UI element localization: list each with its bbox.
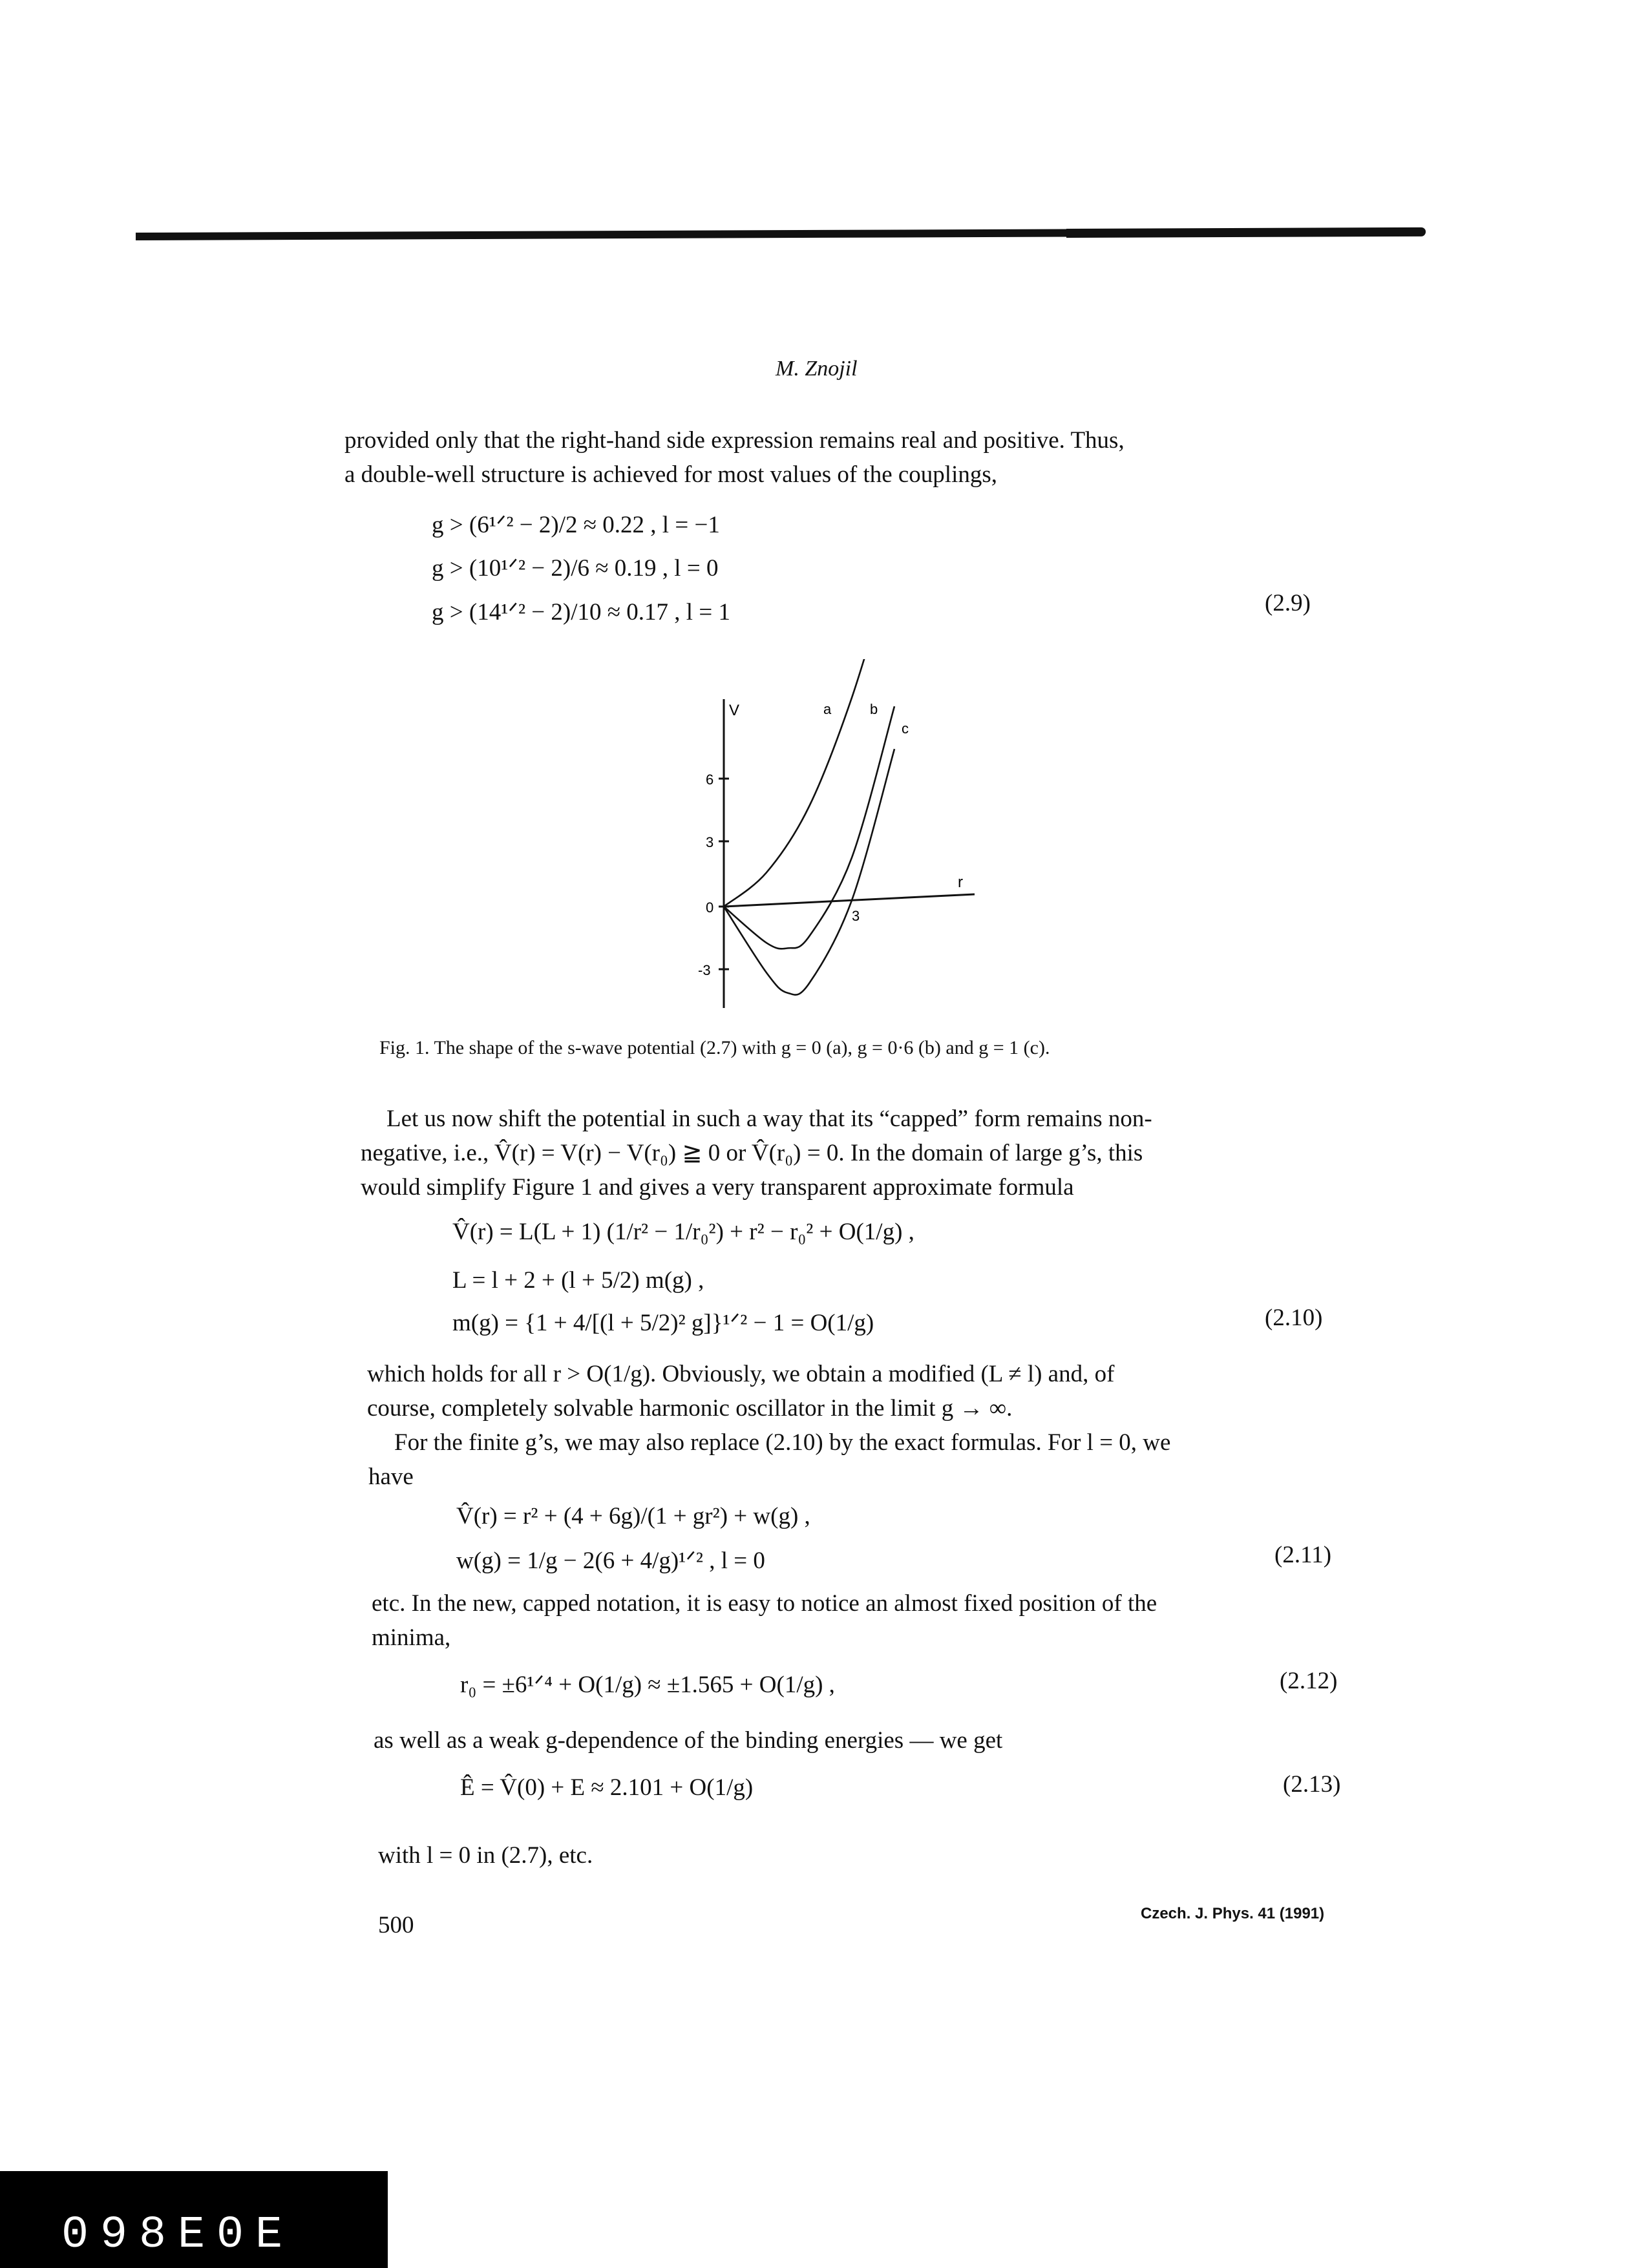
x-axis-label: r [958,874,963,891]
x-axis [724,894,975,907]
scan-stamp-code: 098E0E [61,2210,295,2261]
eq212-number: (2.12) [1280,1668,1338,1694]
para4-line1: For the finite g’s, we may also replace (2.10) by the exact formulas. For l = 0, we [394,1429,1171,1456]
para4-line2: have [368,1464,414,1490]
eq213-number: (2.13) [1283,1771,1341,1798]
para5-line2: minima, [372,1624,451,1651]
eq211-line2: w(g) = 1/g − 2(6 + 4/g)¹ᐟ² , l = 0 [456,1548,765,1574]
para3-line1: which holds for all r > O(1/g). Obviously, we obtain a modified (L ≠ l) and, of [367,1361,1115,1387]
para2-line1: Let us now shift the potential in such a way that its “capped” form remains non- [386,1106,1152,1132]
eq29-line1: g > (6¹ᐟ² − 2)/2 ≈ 0.22 , l = −1 [432,512,720,538]
page-number: 500 [378,1912,414,1938]
eq210-line2: L = l + 2 + (l + 5/2) m(g) , [452,1267,704,1294]
eq210-number: (2.10) [1265,1305,1323,1331]
curve-label-b: b [870,701,878,717]
eq29-number: (2.9) [1265,590,1311,616]
para2-line3: would simplify Figure 1 and gives a very transparent approximate formula [361,1174,1074,1201]
para7-line1: with l = 0 in (2.7), etc. [378,1842,593,1869]
eq213-equation: Ê = V̂(0) + E ≈ 2.101 + O(1/g) [460,1774,754,1801]
y-tick-label-6: 6 [706,772,714,788]
curve-b [724,706,894,949]
journal-citation: Czech. J. Phys. 41 (1991) [1141,1905,1325,1922]
figure-caption: Fig. 1. The shape of the s-wave potential (2.7) with g = 0 (a), g = 0·6 (b) and g = 1 (c). [379,1037,1050,1058]
para2-line2: negative, i.e., V̂(r) = V(r) − V(r₀) ≧ 0 or V̂(r₀) = 0. In the domain of large g’s, this [361,1140,1143,1166]
eq211-line1: V̂(r) = r² + (4 + 6g)/(1 + gr²) + w(g) , [456,1503,810,1529]
y-tick-label-3: 3 [706,834,714,850]
eq29-line2: g > (10¹ᐟ² − 2)/6 ≈ 0.19 , l = 0 [432,555,719,582]
eq211-number: (2.11) [1274,1542,1332,1568]
curve-a [724,659,894,907]
y-axis-label: V [729,702,740,719]
para1-line2: a double-well structure is achieved for most values of the couplings, [344,461,998,488]
plot-axes [719,699,975,1008]
curve-label-a: a [823,701,832,717]
para3-line2: course, completely solvable harmonic oscillator in the limit g → ∞. [367,1395,1013,1422]
eq210-line1: V̂(r) = L(L + 1) (1/r² − 1/r₀²) + r² − r₀² + O(1/g) , [452,1219,914,1245]
para6-line1: as well as a weak g-dependence of the binding energies — we get [374,1727,1003,1754]
x-tick-label-3: 3 [852,908,860,924]
running-header-author: M. Znojil [776,357,858,381]
y-tick-label--3: -3 [698,962,711,978]
header-rule-thick [1066,227,1426,238]
eq212-equation: r₀ = ±6¹ᐟ⁴ + O(1/g) ≈ ±1.565 + O(1/g) , [460,1672,835,1698]
potential-figure [679,659,1015,1021]
curve-label-c: c [902,720,909,737]
eq210-line3: m(g) = {1 + 4/[(l + 5/2)² g]}¹ᐟ² − 1 = O(1/g) [452,1310,874,1336]
para5-line1: etc. In the new, capped notation, it is easy to notice an almost fixed position of the [372,1590,1157,1617]
para1-line1: provided only that the right-hand side expression remains real and positive. Thus, [344,427,1125,454]
eq29-line3: g > (14¹ᐟ² − 2)/10 ≈ 0.17 , l = 1 [432,599,730,625]
y-tick-label-0: 0 [706,899,714,916]
curve-c [724,749,894,994]
